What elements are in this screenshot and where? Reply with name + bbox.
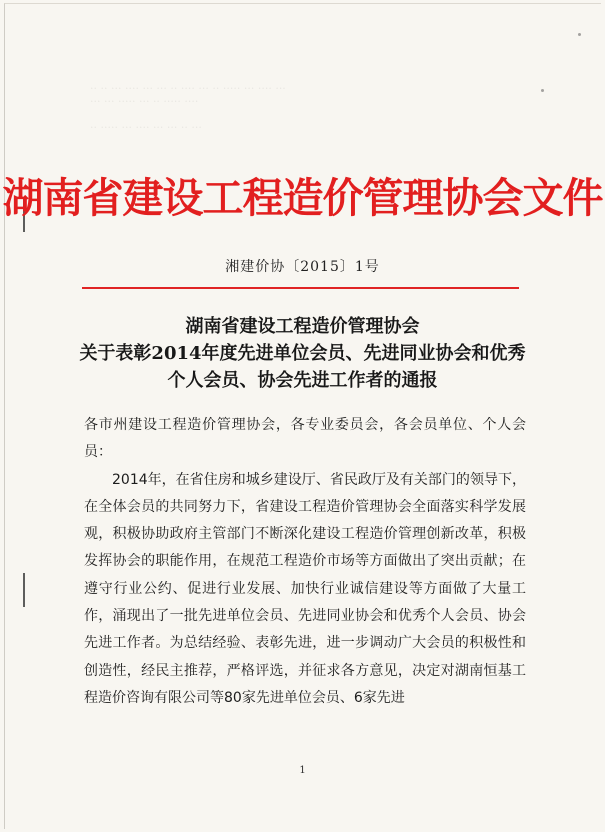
title-line: 关于表彰2014年度先进单位会员、先进同业协会和优秀	[79, 343, 526, 364]
document-title	[0, 313, 605, 394]
title-line: 个人会员、协会先进工作者的通报	[167, 370, 438, 391]
scan-speck	[541, 89, 544, 92]
page-number: 1	[299, 765, 306, 776]
binding-mark	[23, 573, 25, 607]
red-divider-rule	[82, 287, 519, 289]
issuer-header: 湖南省建设工程造价管理协会文件	[2, 174, 603, 222]
document-body	[84, 412, 526, 712]
title-line: 湖南省建设工程造价管理协会	[185, 316, 420, 337]
scan-speck	[578, 33, 581, 36]
show-through-bleed: ·· ·· ··· ···· ··· ··· ·· ···· ··· ·· ····· ··· ···· ··· ··· ··· ····· ··· ·· ····· ···· ·· ····· ··· ···· ··· ··· ·· ···	[90, 82, 286, 134]
document-number: 湘建价协〔2015〕1号	[225, 259, 380, 275]
body-paragraph: 2014年，在省住房和城乡建设厅、省民政厅及有关部门的领导下，在全体会员的共同努力下，省建设工程造价管理协会全面落实科学发展观，积极协助政府主管部门不断深化建设工程造价管理创新改革，积极发挥协会的职能作用，在规范工程造价市场等方面做出了突出贡献；在遵守行业公约、促进行业发展、加快行业诚信建设等方面做了大量工作，涌现出了一批先进单位会员、先进同业协会和优秀个人会员、协会先进工作者。为总结经验、表彰先进，进一步调动广大会员的积极性和创造性，经民主推荐，严格评选，并征求各方意见，决定对湖南恒基工程造价咨询有限公司等80家先进单位会员、6家先进	[84, 471, 526, 706]
salutation: 各市州建设工程造价管理协会，各专业委员会，各会员单位、个人会员：	[84, 417, 526, 461]
